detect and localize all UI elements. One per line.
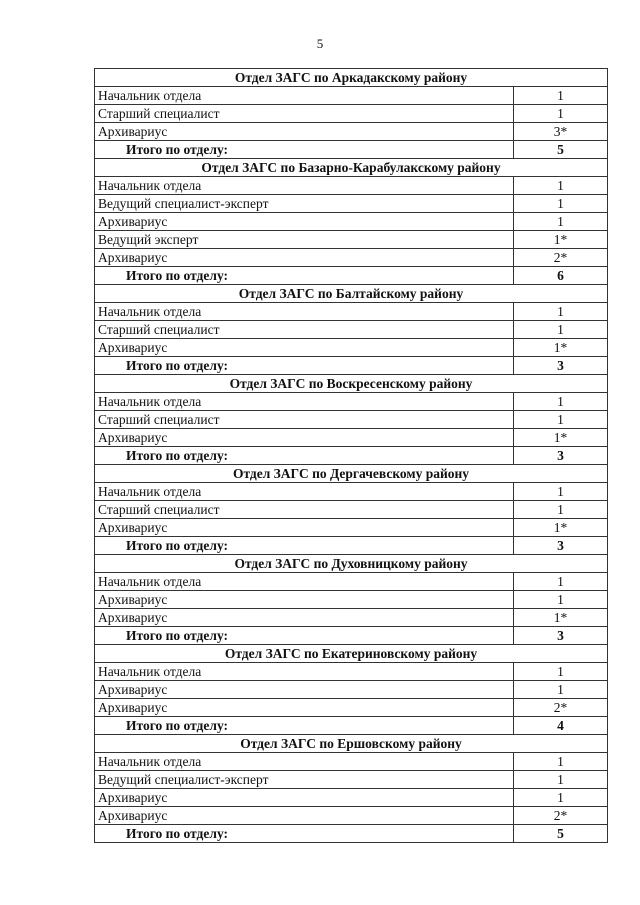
table-row bbox=[95, 807, 608, 825]
count-cell: 1* bbox=[514, 429, 608, 447]
count-cell: 1 bbox=[514, 753, 608, 771]
table-row bbox=[95, 303, 608, 321]
total-label: Итого по отделу: bbox=[95, 267, 514, 285]
count-cell: 1* bbox=[514, 231, 608, 249]
staffing-table bbox=[94, 68, 608, 843]
position-cell: Архивариус bbox=[95, 609, 514, 627]
count-cell: 1* bbox=[514, 339, 608, 357]
table-row bbox=[95, 789, 608, 807]
table-row bbox=[95, 483, 608, 501]
total-label: Итого по отделу: bbox=[95, 627, 514, 645]
count-cell: 1 bbox=[514, 591, 608, 609]
table-row bbox=[95, 771, 608, 789]
staffing-table-body bbox=[95, 69, 608, 843]
count-cell: 1 bbox=[514, 105, 608, 123]
department-header-row bbox=[95, 555, 608, 573]
position-cell: Начальник отдела bbox=[95, 303, 514, 321]
count-cell: 1 bbox=[514, 501, 608, 519]
total-count: 3 bbox=[514, 537, 608, 555]
position-cell: Архивариус bbox=[95, 681, 514, 699]
department-total-row bbox=[95, 717, 608, 735]
department-title: Отдел ЗАГС по Духовницкому району bbox=[95, 555, 608, 573]
table-row bbox=[95, 519, 608, 537]
position-cell: Архивариус bbox=[95, 339, 514, 357]
department-header-row bbox=[95, 375, 608, 393]
total-label: Итого по отделу: bbox=[95, 825, 514, 843]
page-number: 5 bbox=[316, 36, 324, 51]
table-row bbox=[95, 681, 608, 699]
total-label: Итого по отделу: bbox=[95, 447, 514, 465]
total-count: 6 bbox=[514, 267, 608, 285]
department-header-row bbox=[95, 159, 608, 177]
table-row bbox=[95, 195, 608, 213]
department-title: Отдел ЗАГС по Воскресенскому району bbox=[95, 375, 608, 393]
department-total-row bbox=[95, 141, 608, 159]
department-header-row bbox=[95, 285, 608, 303]
position-cell: Старший специалист bbox=[95, 411, 514, 429]
table-row bbox=[95, 105, 608, 123]
department-title: Отдел ЗАГС по Базарно-Карабулакскому району bbox=[95, 159, 608, 177]
table-row bbox=[95, 339, 608, 357]
position-cell: Архивариус bbox=[95, 699, 514, 717]
position-cell: Начальник отдела bbox=[95, 753, 514, 771]
table-row bbox=[95, 123, 608, 141]
department-header-row bbox=[95, 735, 608, 753]
table-row bbox=[95, 753, 608, 771]
position-cell: Начальник отдела bbox=[95, 663, 514, 681]
position-cell: Архивариус bbox=[95, 789, 514, 807]
department-title: Отдел ЗАГС по Аркадакскому району bbox=[95, 69, 608, 87]
department-total-row bbox=[95, 357, 608, 375]
table-row bbox=[95, 213, 608, 231]
count-cell: 1 bbox=[514, 573, 608, 591]
department-total-row bbox=[95, 627, 608, 645]
count-cell: 1 bbox=[514, 321, 608, 339]
table-row bbox=[95, 411, 608, 429]
count-cell: 1 bbox=[514, 483, 608, 501]
department-title: Отдел ЗАГС по Дергачевскому району bbox=[95, 465, 608, 483]
position-cell: Начальник отдела bbox=[95, 393, 514, 411]
table-row bbox=[95, 177, 608, 195]
count-cell: 1 bbox=[514, 303, 608, 321]
position-cell: Ведущий специалист-эксперт bbox=[95, 771, 514, 789]
total-label: Итого по отделу: bbox=[95, 717, 514, 735]
table-row bbox=[95, 87, 608, 105]
count-cell: 1 bbox=[514, 789, 608, 807]
count-cell: 1 bbox=[514, 213, 608, 231]
total-label: Итого по отделу: bbox=[95, 537, 514, 555]
position-cell: Архивариус bbox=[95, 123, 514, 141]
count-cell: 1 bbox=[514, 411, 608, 429]
total-count: 3 bbox=[514, 447, 608, 465]
position-cell: Начальник отдела bbox=[95, 483, 514, 501]
department-header-row bbox=[95, 69, 608, 87]
position-cell: Архивариус bbox=[95, 249, 514, 267]
position-cell: Начальник отдела bbox=[95, 573, 514, 591]
total-label: Итого по отделу: bbox=[95, 357, 514, 375]
position-cell: Старший специалист bbox=[95, 501, 514, 519]
count-cell: 1 bbox=[514, 771, 608, 789]
department-header-row bbox=[95, 465, 608, 483]
position-cell: Архивариус bbox=[95, 591, 514, 609]
count-cell: 1* bbox=[514, 609, 608, 627]
count-cell: 3* bbox=[514, 123, 608, 141]
department-header-row bbox=[95, 645, 608, 663]
count-cell: 1* bbox=[514, 519, 608, 537]
total-count: 3 bbox=[514, 357, 608, 375]
department-total-row bbox=[95, 447, 608, 465]
total-count: 3 bbox=[514, 627, 608, 645]
table-row bbox=[95, 609, 608, 627]
position-cell: Архивариус bbox=[95, 429, 514, 447]
count-cell: 2* bbox=[514, 699, 608, 717]
table-row bbox=[95, 501, 608, 519]
position-cell: Старший специалист bbox=[95, 321, 514, 339]
table-row bbox=[95, 249, 608, 267]
position-cell: Архивариус bbox=[95, 519, 514, 537]
count-cell: 1 bbox=[514, 177, 608, 195]
table-row bbox=[95, 393, 608, 411]
table-row bbox=[95, 591, 608, 609]
count-cell: 1 bbox=[514, 195, 608, 213]
department-title: Отдел ЗАГС по Екатериновскому району bbox=[95, 645, 608, 663]
position-cell: Начальник отдела bbox=[95, 87, 514, 105]
total-count: 5 bbox=[514, 141, 608, 159]
count-cell: 2* bbox=[514, 807, 608, 825]
department-title: Отдел ЗАГС по Балтайскому району bbox=[95, 285, 608, 303]
table-row bbox=[95, 699, 608, 717]
position-cell: Архивариус bbox=[95, 807, 514, 825]
count-cell: 1 bbox=[514, 393, 608, 411]
department-title: Отдел ЗАГС по Ершовскому району bbox=[95, 735, 608, 753]
table-row bbox=[95, 231, 608, 249]
table-row bbox=[95, 321, 608, 339]
position-cell: Начальник отдела bbox=[95, 177, 514, 195]
count-cell: 1 bbox=[514, 681, 608, 699]
position-cell: Старший специалист bbox=[95, 105, 514, 123]
position-cell: Архивариус bbox=[95, 213, 514, 231]
count-cell: 2* bbox=[514, 249, 608, 267]
table-row bbox=[95, 429, 608, 447]
total-label: Итого по отделу: bbox=[95, 141, 514, 159]
count-cell: 1 bbox=[514, 87, 608, 105]
total-count: 5 bbox=[514, 825, 608, 843]
department-total-row bbox=[95, 267, 608, 285]
table-row bbox=[95, 663, 608, 681]
table-row bbox=[95, 573, 608, 591]
count-cell: 1 bbox=[514, 663, 608, 681]
position-cell: Ведущий специалист-эксперт bbox=[95, 195, 514, 213]
department-total-row bbox=[95, 537, 608, 555]
total-count: 4 bbox=[514, 717, 608, 735]
department-total-row bbox=[95, 825, 608, 843]
position-cell: Ведущий эксперт bbox=[95, 231, 514, 249]
